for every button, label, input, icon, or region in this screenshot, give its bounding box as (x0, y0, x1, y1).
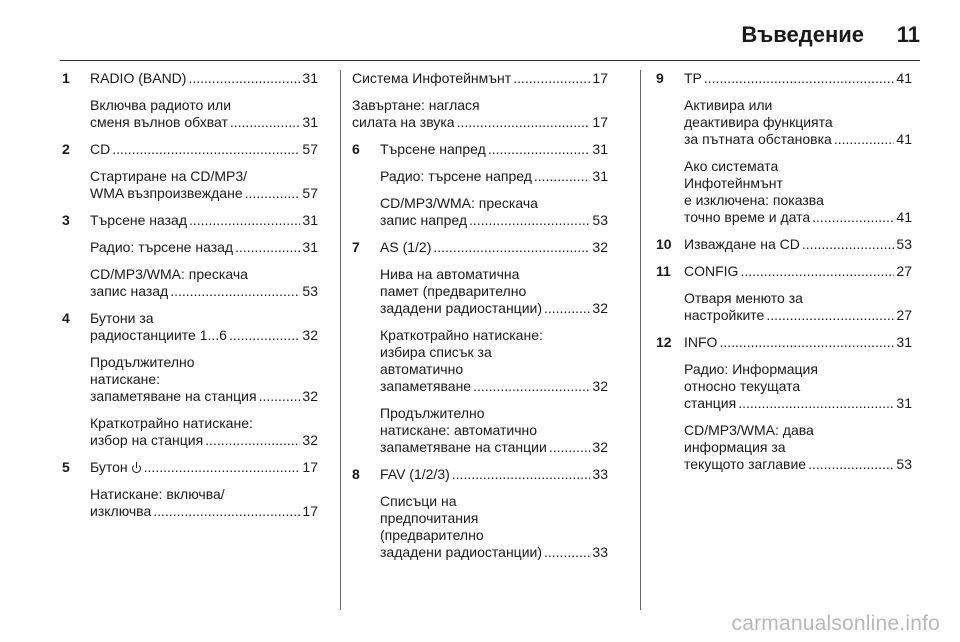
page-ref: 32 (302, 388, 318, 404)
index-subentry: Продължително натискане: запаметяване на станция ..... 32 (62, 354, 318, 405)
index-subentry: Включва радиото или сменя вълнов обхват ..... 31 (62, 97, 318, 131)
entry-label: Изваждане на CD (684, 236, 800, 252)
page-ref: 32 (302, 432, 318, 448)
page-ref: 17 (302, 503, 318, 519)
index-subentry: Система Инфотейнмънт ..... 17 (352, 70, 608, 87)
index-entry-10 (656, 236, 912, 253)
page-ref: 31 (896, 334, 912, 350)
entry-label: Търсене напред (380, 141, 486, 157)
index-subentry: Активира или деактивира функцията за пътната обстановка ..... 41 (656, 97, 912, 148)
page-ref: 31 (592, 168, 608, 184)
page-ref: 33 (592, 466, 608, 482)
index-subentry: Стартиране на CD/MP3/ WMA възпроизвеждане ..... 57 (62, 168, 318, 202)
page-ref: 31 (592, 141, 608, 157)
page-ref: 41 (896, 209, 912, 225)
entry-label: CONFIG (684, 263, 739, 279)
page-ref: 32 (592, 239, 608, 255)
power-icon (132, 463, 142, 473)
entry-number: 1 (62, 70, 70, 86)
index-column-2 (352, 70, 608, 571)
watermark: carmanualsonline.info (731, 612, 940, 635)
page-header (60, 14, 920, 54)
page-ref: 53 (896, 456, 912, 472)
index-entry-6 (352, 141, 608, 158)
index-subentry: Натискане: включва/ изключва ..... 17 (62, 486, 318, 520)
column-divider (340, 70, 341, 610)
page-ref: 27 (896, 307, 912, 323)
entry-label: Бутони за (90, 310, 154, 326)
index-subentry: CD/MP3/WMA: прескача запис назад ..... 53 (62, 266, 318, 300)
index-entry-1 (62, 70, 318, 87)
page-ref: 53 (302, 283, 318, 299)
page-ref: 32 (592, 378, 608, 394)
entry-label: CD (90, 141, 111, 157)
page-ref: 31 (302, 114, 318, 130)
entry-number: 3 (62, 212, 70, 228)
page-ref: 17 (592, 70, 608, 86)
index-column-3 (656, 70, 912, 483)
index-entry-7 (352, 239, 608, 256)
entry-number: 2 (62, 141, 70, 157)
index-subentry: CD/MP3/WMA: прескача запис напред ..... 53 (352, 195, 608, 229)
page-ref: 53 (896, 236, 912, 252)
page-title: Въведение (741, 22, 864, 47)
index-subentry: Продължително натискане: автоматично запаметяване на станции ..... 32 (352, 405, 608, 456)
index-subentry: Нива на автоматична памет (предварително зададени радиостанции) ..... 32 (352, 266, 608, 317)
index-entry-2 (62, 141, 318, 158)
index-subentry: Ако системата Инфотейнмънт е изключена: показва точно време и дата ..... 41 (656, 158, 912, 226)
page-ref: 53 (592, 212, 608, 228)
index-subentry: Списъци на предпочитания (предварително зададени радиостанции) ..... 33 (352, 493, 608, 561)
page-ref: 32 (592, 300, 608, 316)
index-subentry: Радио: търсене напред ..... 31 (352, 168, 608, 185)
index-entry-11 (656, 263, 912, 280)
page-ref: 32 (302, 327, 318, 343)
index-subentry: CD/MP3/WMA: дава информация за текущото заглавие ..... 53 (656, 422, 912, 473)
index-subentry: Краткотрайно натискане: избор на станция ..... 32 (62, 415, 318, 449)
index-subentry: Радио: Информация относно текущата станция ..... 31 (656, 361, 912, 412)
column-divider (640, 70, 641, 610)
entry-number: 12 (656, 334, 672, 350)
header-rule (60, 60, 920, 61)
page-ref: 31 (302, 239, 318, 255)
entry-label: Бутон (90, 459, 128, 475)
entry-label: Търсене назад (90, 212, 188, 228)
index-subentry: Отваря менюто за настройките ..... 27 (656, 290, 912, 324)
entry-number: 4 (62, 310, 70, 326)
index-entry-9 (656, 70, 912, 87)
page-ref: 33 (592, 544, 608, 560)
page-ref: 31 (302, 212, 318, 228)
entry-number: 7 (352, 239, 360, 255)
entry-label: AS (1/2) (380, 239, 432, 255)
index-subentry: Завъртане: наглася силата на звука ..... 17 (352, 97, 608, 131)
entry-number: 10 (656, 236, 672, 252)
index-entry-8 (352, 466, 608, 483)
page-ref: 32 (592, 439, 608, 455)
entry-label: INFO (684, 334, 718, 350)
page-ref: 17 (302, 459, 318, 475)
page-number: 11 (896, 22, 920, 47)
index-subentry: Краткотрайно натискане: избира списък за автоматично запаметяване ..... 32 (352, 327, 608, 395)
index-column-1 (62, 70, 318, 530)
page-ref: 17 (592, 114, 608, 130)
entry-number: 6 (352, 141, 360, 157)
entry-number: 8 (352, 466, 360, 482)
page-ref: 41 (896, 70, 912, 86)
page-ref: 57 (302, 141, 318, 157)
entry-label: FAV (1/2/3) (380, 466, 450, 482)
page-ref: 41 (896, 131, 912, 147)
index-entry-5 (62, 459, 318, 476)
entry-number: 9 (656, 70, 664, 86)
index-entry-4: 4 Бутони за радиостанциите 1...6 ..... 32 (62, 310, 318, 344)
page-ref: 31 (302, 70, 318, 86)
page-ref: 27 (896, 263, 912, 279)
entry-number: 11 (656, 263, 671, 279)
entry-number: 5 (62, 459, 70, 475)
page-ref: 31 (896, 395, 912, 411)
page-ref: 57 (302, 185, 318, 201)
index-entry-12 (656, 334, 912, 351)
index-subentry: Радио: търсене назад ..... 31 (62, 239, 318, 256)
entry-label: TP (684, 70, 702, 86)
index-entry-3 (62, 212, 318, 229)
entry-label: RADIO (BAND) (90, 70, 187, 86)
